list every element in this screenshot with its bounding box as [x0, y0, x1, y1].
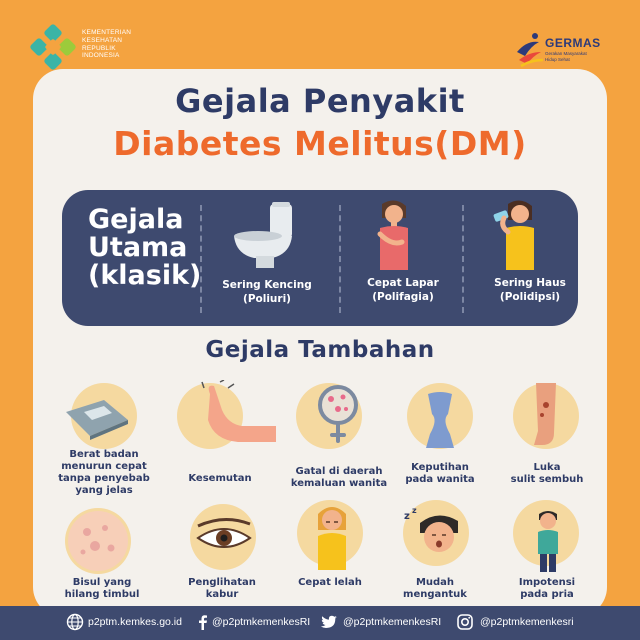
symptom-label: Berat badan menurun cepat tanpa penyebab yang jelas [58, 449, 150, 496]
divider [339, 205, 341, 313]
symptom-label: Luka sulit sembuh [510, 462, 584, 485]
symptom-label: Mudah mengantuk [403, 577, 467, 600]
svg-text:z: z [404, 511, 410, 522]
drinking-person-icon [490, 198, 550, 270]
symptom-label: Bisul yang hilang timbul [64, 577, 140, 600]
facebook-icon [194, 613, 212, 631]
boils-skin-icon [65, 508, 131, 574]
scale-icon [62, 396, 132, 440]
ministry-name: KEMENTERIAN KESEHATAN REPUBLIK INDONESIA [82, 29, 132, 60]
sleepy-boy-icon [402, 505, 472, 565]
tired-girl-icon [312, 500, 352, 570]
eye-icon [194, 516, 254, 556]
globe-icon [66, 613, 84, 631]
website-link[interactable]: p2ptm.kemkes.go.id [88, 616, 182, 628]
germas-title: GERMAS [545, 36, 601, 50]
instagram-icon [456, 613, 474, 631]
magnifier-germs-icon [316, 383, 366, 443]
title-line-1: Gejala Penyakit [175, 82, 465, 120]
sad-man-icon [534, 508, 562, 572]
facebook-link[interactable]: @p2ptmkemenkesRI [212, 616, 311, 628]
symptom-label: Cepat lelah [298, 577, 362, 588]
main-symptom-label: Sering Kencing (Poliuri) [222, 279, 312, 305]
twitter-link[interactable]: @p2ptmkemenkesRI [343, 616, 442, 628]
germas-subtitle: Gerakan Masyarakat Hidup Sehat [545, 51, 587, 62]
instagram-link[interactable]: @p2ptmkemenkesri [480, 616, 574, 628]
tingling-arm-icon [198, 380, 282, 450]
symptom-label: Impotensi pada pria [518, 577, 576, 600]
toilet-icon [228, 200, 300, 272]
title-line-2: Diabetes Melitus(DM) [113, 124, 527, 163]
kemenkes-logo [30, 24, 76, 70]
hungry-person-icon [370, 198, 420, 270]
woman-body-icon [420, 390, 460, 450]
divider [462, 205, 464, 313]
symptom-label: Keputihan pada wanita [405, 462, 475, 485]
symptom-label: Gatal di daerah kemaluan wanita [290, 466, 388, 489]
main-symptom-label: Sering Haus (Polidipsi) [494, 277, 566, 303]
symptom-label: Kesemutan [188, 473, 252, 484]
divider [200, 205, 202, 313]
main-symptoms-label: Gejala Utama (klasik) [88, 204, 202, 291]
twitter-icon [320, 613, 338, 631]
wounded-leg-icon [528, 383, 564, 449]
main-symptom-label: Cepat Lapar (Polifagia) [367, 277, 439, 303]
additional-symptoms-heading: Gejala Tambahan [205, 337, 435, 363]
symptom-label: Penglihatan kabur [188, 577, 256, 600]
svg-text:z: z [412, 506, 417, 515]
